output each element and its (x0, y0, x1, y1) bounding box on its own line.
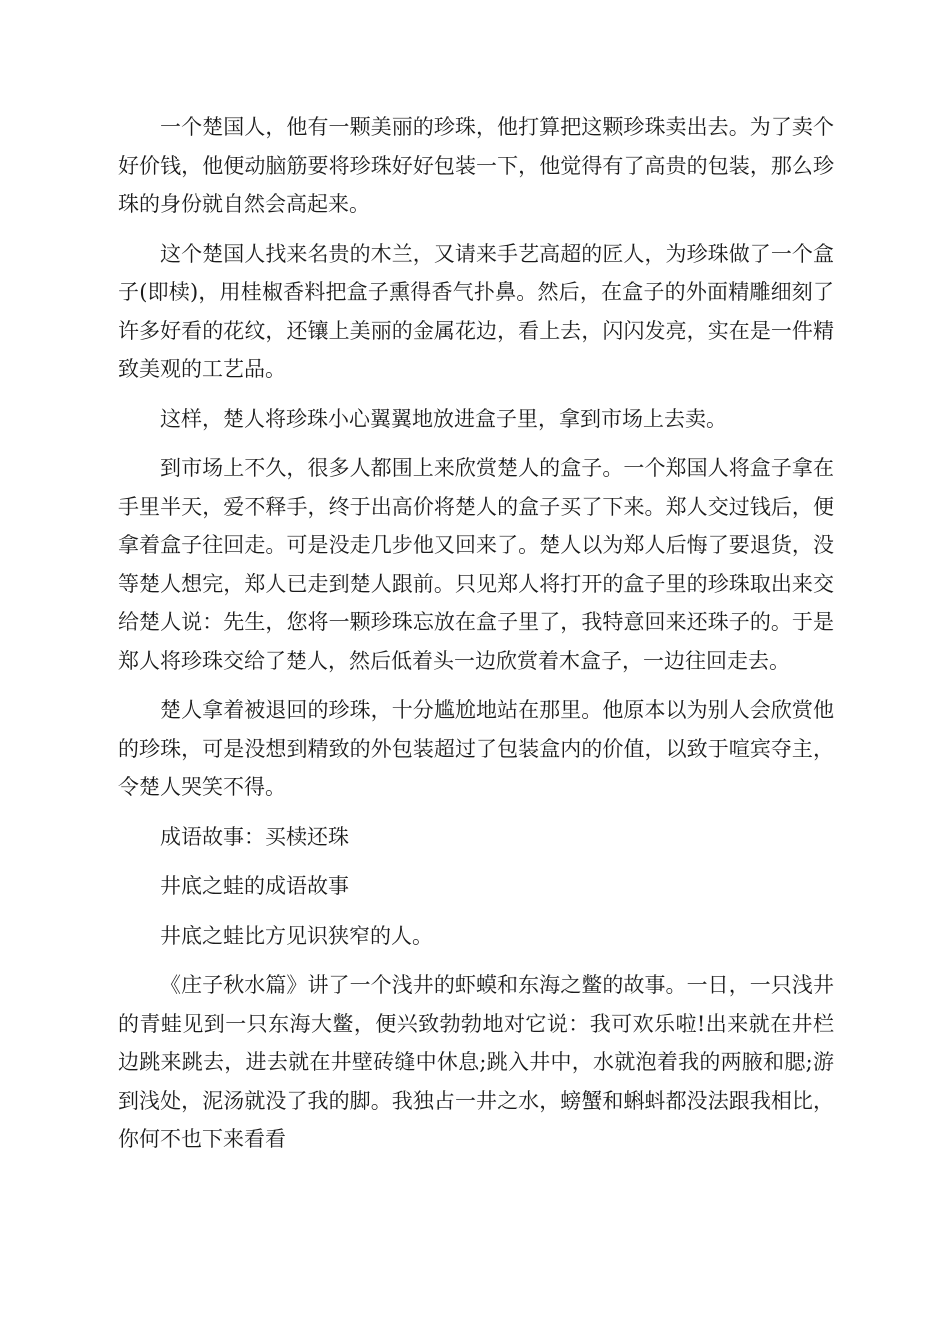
paragraph-awkward-ending: 楚人拿着被退回的珍珠，十分尴尬地站在那里。他原本以为别人会欣赏他的珍珠，可是没想到精致的外包装超过了包装盒内的价值，以致于喧宾夺主，令楚人哭笑不得。 (118, 698, 834, 799)
paragraph-idiom-title-maidu: 成语故事：买椟还珠 (160, 824, 349, 849)
paragraph-idiom-title-frog: 井底之蛙的成语故事 (160, 874, 349, 898)
paragraph-zheng-buyer: 到市场上不久，很多人都围上来欣赏楚人的盒子。一个郑国人将盒子拿在手里半天，爱不释手，终于出高价将楚人的盒子买了下来。郑人交过钱后，便拿着盒子往回走。可是没走几步他又回来了。楚人以为郑人后悔了要退货，没等楚人想完，郑人已走到楚人跟前。只见郑人将打开的盒子里的珍珠取出来交给楚人说：先生，您将一颗珍珠忘放在盒子里了，我特意回来还珠子的。于是郑人将珍珠交给了楚人，然后低着头一边欣赏着木盒子，一边往回走去。 (118, 456, 834, 673)
document-page (118, 108, 834, 1170)
paragraph-to-market: 这样，楚人将珍珠小心翼翼地放进盒子里，拿到市场上去卖。 (160, 406, 727, 431)
paragraph-frog-meaning: 井底之蛙比方见识狭窄的人。 (160, 923, 433, 948)
paragraph-pearl-intro: 一个楚国人，他有一颗美丽的珍珠，他打算把这颗珍珠卖出去。为了卖个好价钱，他便动脑筋要将珍珠好好包装一下，他觉得有了高贵的包装，那么珍珠的身份就自然会高起来。 (118, 115, 834, 216)
paragraph-zhuangzi-story: 《庄子秋水篇》讲了一个浅井的虾蟆和东海之鳖的故事。一日，一只浅井的青蛙见到一只东海大鳖，便兴致勃勃地对它说：我可欢乐啦!出来就在井栏边跳来跳去，进去就在井壁砖缝中休息;跳入井中，水就泡着我的两腋和腮;游到浅处，泥汤就没了我的脚。我独占一井之水，螃蟹和蝌蚪都没法跟我相比，你何不也下来看看 (118, 973, 834, 1151)
paragraph-box-making: 这个楚国人找来名贵的木兰，又请来手艺高超的匠人，为珍珠做了一个盒子(即椟)，用桂椒香料把盒子熏得香气扑鼻。然后，在盒子的外面精雕细刻了许多好看的花纹，还镶上美丽的金属花边，看上去，闪闪发亮，实在是一件精致美观的工艺品。 (118, 241, 834, 381)
